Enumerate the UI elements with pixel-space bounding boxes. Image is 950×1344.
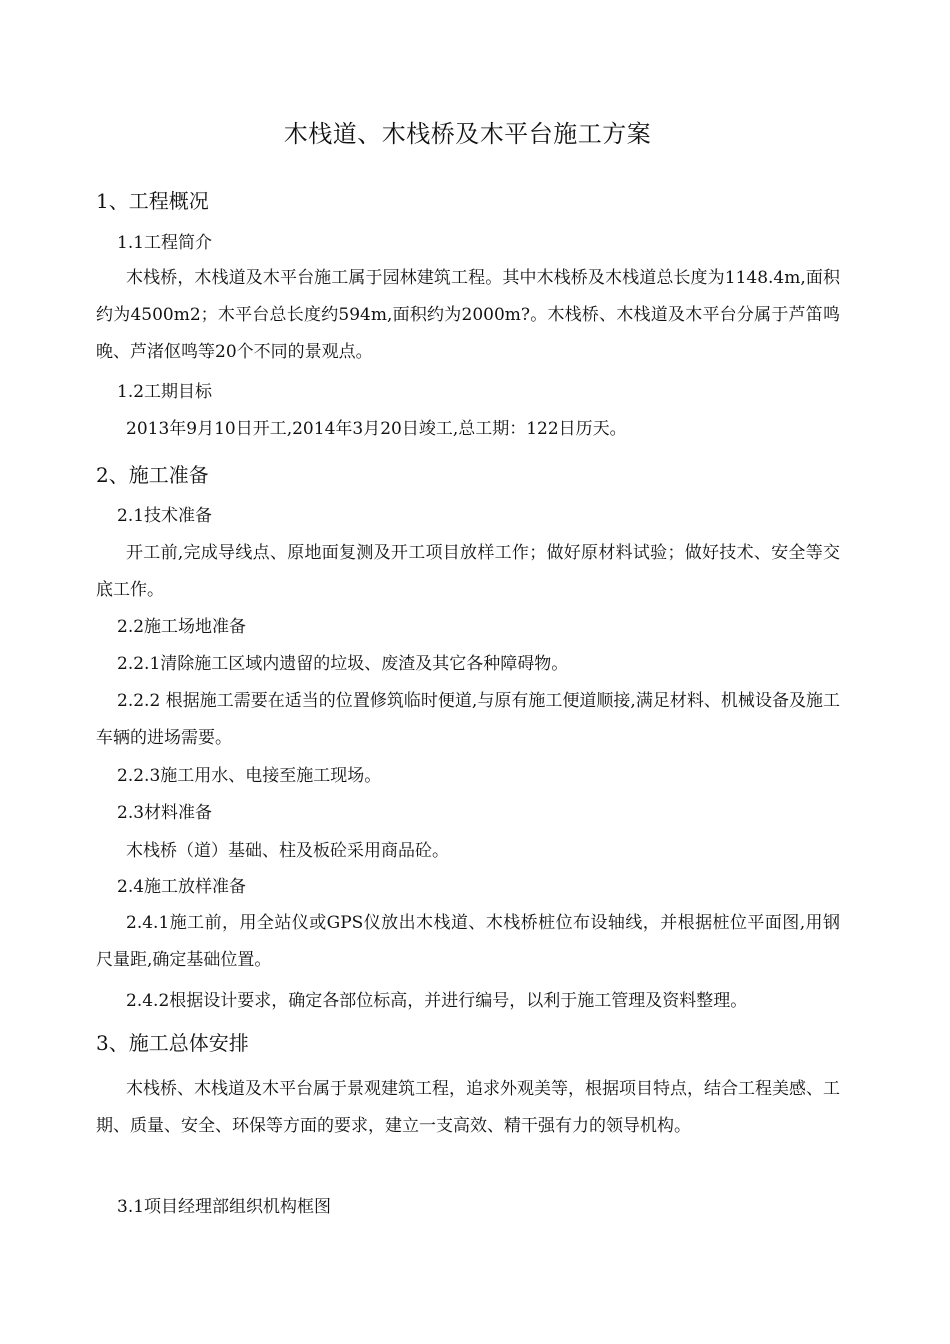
section-1-2-heading: 1.2工期目标: [117, 382, 213, 402]
section-1-1-heading: 1.1工程简介: [117, 233, 213, 253]
section-3-heading: 3、施工总体安排: [96, 1031, 249, 1055]
section-2-3-heading: 2.3材料准备: [117, 803, 213, 823]
section-1-heading: 1、工程概况: [96, 189, 209, 213]
section-3-text: 木栈桥、木栈道及木平台属于景观建筑工程，追求外观美等，根据项目特点，结合工程美感、工期、质量、安全、环保等方面的要求，建立一支高效、精干强有力的领导机构。: [96, 1079, 840, 1136]
section-1-1-text: 木栈桥，木栈道及木平台施工属于园林建筑工程。其中木栈桥及木栈道总长度为1148.4m,面积约为4500m2；木平台总长度约594m,面积约为2000m?。木栈桥、木栈道及木平台分属于芦笛鸣晚、芦渚伛鸣等20个不同的景观点。: [96, 268, 840, 362]
section-2-2-1-text: 2.2.1清除施工区域内遗留的垃圾、废渣及其它各种障碍物。: [117, 654, 569, 674]
section-2-2-heading: 2.2施工场地准备: [117, 617, 247, 637]
section-2-4-1-text: 2.4.1施工前，用全站仪或GPS仪放出木栈道、木栈桥桩位布设轴线，并根据桩位平面图,用钢尺量距,确定基础位置。: [96, 913, 840, 970]
section-2-1-heading: 2.1技术准备: [117, 506, 213, 526]
section-2-heading: 2、施工准备: [96, 463, 209, 487]
section-2-3-text: 木栈桥（道）基础、柱及板砼采用商品砼。: [126, 841, 449, 861]
section-3-1-heading: 3.1项目经理部组织机构框图: [117, 1197, 332, 1217]
section-2-1-text: 开工前,完成导线点、原地面复测及开工项目放样工作；做好原材料试验；做好技术、安全等交底工作。: [96, 543, 840, 600]
section-2-2-2-text: 2.2.2 根据施工需要在适当的位置修筑临时便道,与原有施工便道顺接,满足材料、机械设备及施工车辆的进场需要。: [96, 691, 840, 748]
section-2-4-heading: 2.4施工放样准备: [117, 877, 247, 897]
section-2-2-3-text: 2.2.3施工用水、电接至施工现场。: [117, 766, 382, 786]
section-2-4-2-text: 2.4.2根据设计要求，确定各部位标高，并进行编号，以利于施工管理及资料整理。: [126, 991, 748, 1011]
document-title: 木栈道、木栈桥及木平台施工方案: [283, 120, 652, 148]
section-1-2-text: 2013年9月10日开工,2014年3月20日竣工,总工期：122日历天。: [126, 419, 627, 439]
